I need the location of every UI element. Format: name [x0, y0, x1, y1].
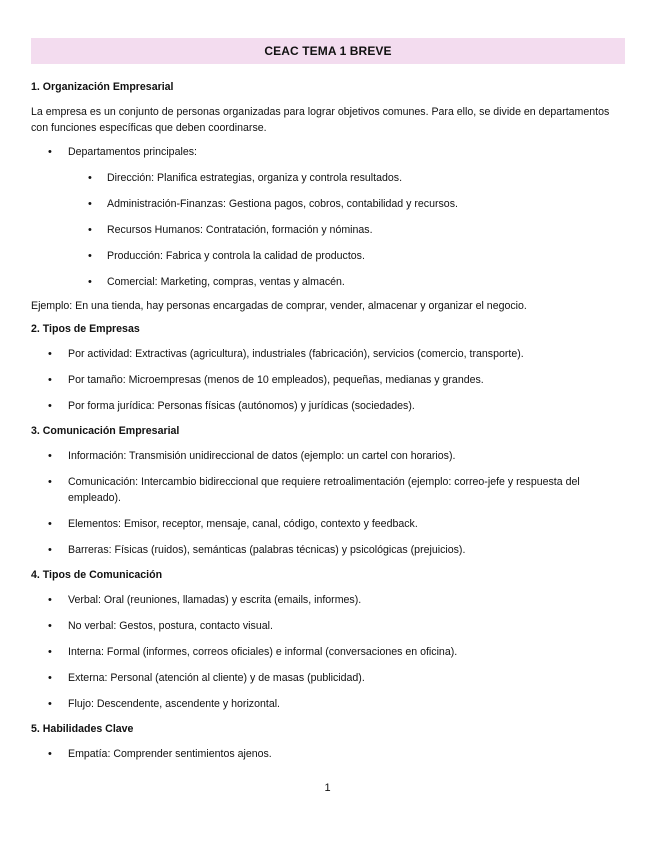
section-2-list [31, 346, 625, 414]
list-item: • Comunicación: Intercambio bidireccional que requiere retroalimentación (ejemplo: correo-jefe y respuesta del empleado). [31, 474, 625, 506]
sub-list-item: • Recursos Humanos: Contratación, formación y nóminas. [31, 222, 625, 238]
list-item: • Por actividad: Extractivas (agricultura), industriales (fabricación), servicios (comercio, transporte). [31, 346, 625, 362]
list-item: • Departamentos principales: [31, 144, 625, 160]
list-item: • Información: Transmisión unidireccional de datos (ejemplo: un cartel con horarios). [31, 448, 625, 464]
section-heading-5: 5. Habilidades Clave [31, 723, 134, 735]
section-heading-4: 4. Tipos de Comunicación [31, 569, 163, 581]
section-heading-1: 1. Organización Empresarial [31, 81, 174, 93]
section-1-example: Ejemplo: En una tienda, hay personas encargadas de comprar, vender, almacenar y organizar el negocio. [31, 300, 527, 312]
section-1-intro: La empresa es un conjunto de personas organizadas para lograr objetivos comunes. Para ello, se divide en departamentos con funciones específicas que deben coordinarse. [31, 106, 610, 134]
section-4-list [31, 592, 625, 712]
sub-list-item: • Producción: Fabrica y controla la calidad de productos. [31, 248, 625, 264]
list-item: • Por tamaño: Microempresas (menos de 10 empleados), pequeñas, medianas y grandes. [31, 372, 625, 388]
list-item: • Externa: Personal (atención al cliente) y de masas (publicidad). [31, 670, 625, 686]
section-5-list [31, 746, 625, 762]
page-number: 1 [324, 782, 331, 794]
section-heading-3: 3. Comunicación Empresarial [31, 425, 180, 437]
sub-list-item: • Dirección: Planifica estrategias, organiza y controla resultados. [31, 170, 625, 186]
section-3-list [31, 448, 625, 558]
section-1-list [31, 144, 625, 290]
list-item: • Elementos: Emisor, receptor, mensaje, canal, código, contexto y feedback. [31, 516, 625, 532]
list-item: • Empatía: Comprender sentimientos ajenos. [31, 746, 625, 762]
sub-list-item: • Administración-Finanzas: Gestiona pagos, cobros, contabilidad y recursos. [31, 196, 625, 212]
list-item: • Por forma jurídica: Personas físicas (autónomos) y jurídicas (sociedades). [31, 398, 625, 414]
section-heading-2: 2. Tipos de Empresas [31, 323, 140, 335]
list-item: • Verbal: Oral (reuniones, llamadas) y escrita (emails, informes). [31, 592, 625, 608]
document-page [31, 38, 625, 772]
list-item: • No verbal: Gestos, postura, contacto visual. [31, 618, 625, 634]
sub-list-item: • Comercial: Marketing, compras, ventas y almacén. [31, 274, 625, 290]
list-item: • Interna: Formal (informes, correos oficiales) e informal (conversaciones en oficina). [31, 644, 625, 660]
list-item: • Barreras: Físicas (ruidos), semánticas (palabras técnicas) y psicológicas (prejuicios). [31, 542, 625, 558]
document-title: CEAC TEMA 1 BREVE [31, 38, 625, 64]
list-item: • Flujo: Descendente, ascendente y horizontal. [31, 696, 625, 712]
